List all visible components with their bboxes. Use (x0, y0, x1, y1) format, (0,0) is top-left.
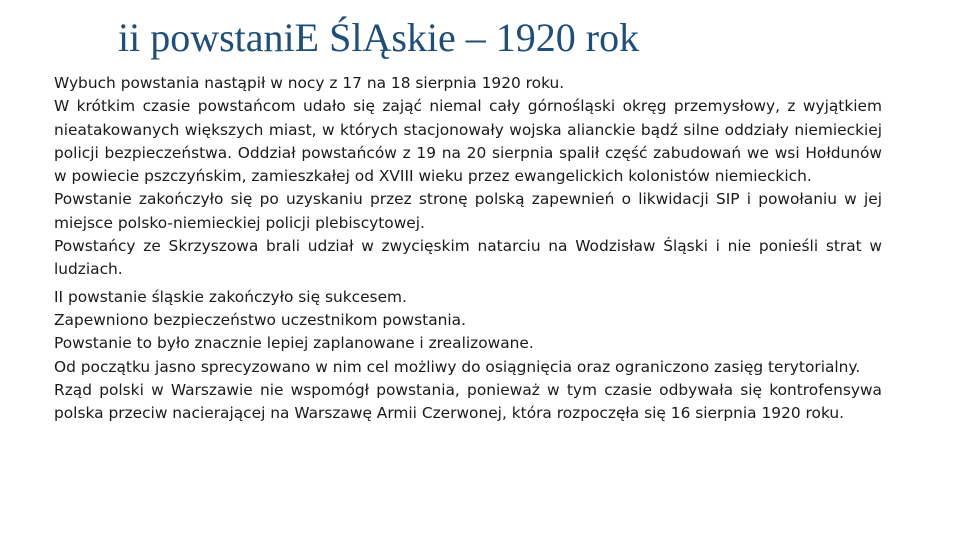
paragraph-planning: Powstanie to było znacznie lepiej zaplanowane i zrealizowane. (54, 334, 534, 353)
slide-body (54, 72, 882, 425)
slide-title: ii powstaniE ŚlĄskie – 1920 rok (118, 15, 640, 60)
paragraph-territory: W krótkim czasie powstańcom udało się zająć niemal cały górnośląski okręg przemysłowy, z wyjątkiem nieatakowanych większych miast, w których stacjonowały wojska alianckie bądź silne oddziały niemieckiej policji bezpieczeństwa. Oddział powstańców z 19 na 20 sierpnia spalił część zabudowań we wsi Hołdunów w powiecie pszczyńskim, zamieszkałej od XVIII wieku przez ewangelickich kolonistów niemieckich. (54, 97, 882, 186)
paragraph-end-of-uprising: Powstanie zakończyło się po uzyskaniu przez stronę polską zapewnień o likwidacji SIP i powołaniu w jej miejsce polsko-niemieckiej policji plebiscytowej. (54, 190, 882, 232)
paragraph-safety: Zapewniono bezpieczeństwo uczestnikom powstania. (54, 310, 466, 329)
paragraph-government: Rząd polski w Warszawie nie wspomógł powstania, ponieważ w tym czasie odbywała się kontrofensywa polska przeciw nacierającej na Warszawę Armii Czerwonej, która rozpoczęła się 16 sierpnia 1920 roku. (54, 380, 882, 423)
paragraph-skrzyszow: Powstańcy ze Skrzyszowa brali udział w zwycięskim natarciu na Wodzisław Śląski i nie ponieśli strat w ludziach. (54, 237, 882, 279)
paragraph-outbreak: Wybuch powstania nastąpił w nocy z 17 na 18 sierpnia 1920 roku. (54, 74, 565, 92)
paragraph-goal: Od początku jasno sprecyzowano w nim cel możliwy do osiągnięcia oraz ograniczono zasięg terytorialny. (54, 357, 861, 376)
paragraph-success: II powstanie śląskie zakończyło się sukcesem. (54, 287, 407, 306)
